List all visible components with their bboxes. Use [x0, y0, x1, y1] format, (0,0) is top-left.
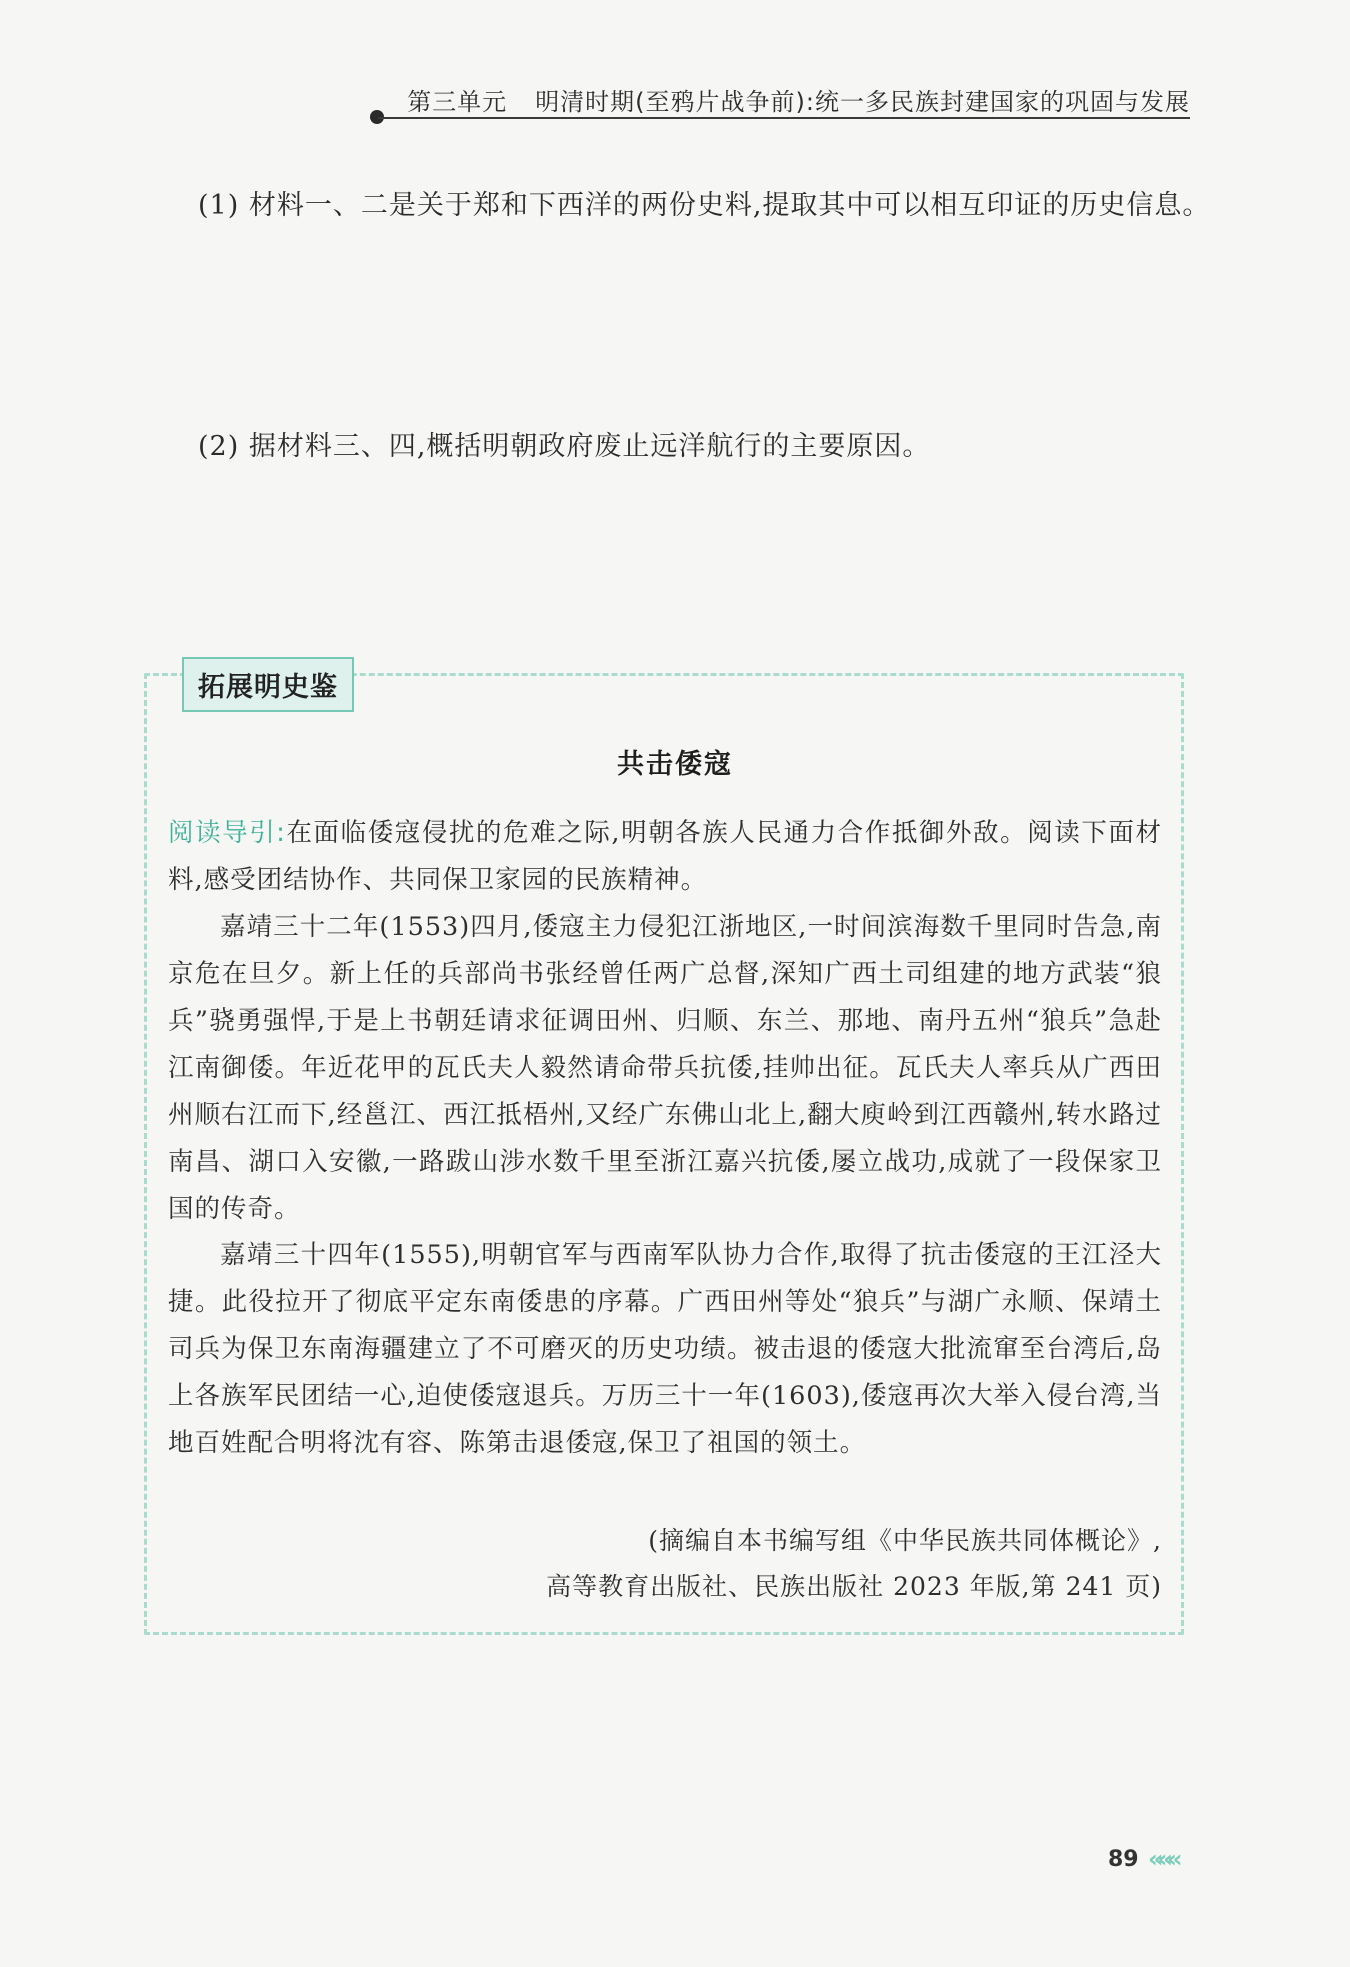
header-unit: 第三单元	[407, 88, 508, 116]
extension-tag: 拓展明史鉴	[182, 657, 354, 712]
source-citation-line-2: 高等教育出版社、民族出版社 2023 年版,第 241 页)	[546, 1572, 1162, 1601]
header-rule	[378, 117, 1190, 119]
header-title: 明清时期(至鸦片战争前):统一多民族封建国家的巩固与发展	[535, 88, 1190, 116]
reading-guide	[168, 810, 1162, 904]
reading-guide-text: 在面临倭寇侵扰的危难之际,明朝各族人民通力合作抵御外敌。阅读下面材料,感受团结协作、共同保卫家园的民族精神。	[168, 818, 1163, 895]
question-2: (2) 据材料三、四,概括明朝政府废止远洋航行的主要原因。	[198, 431, 931, 462]
question-1: (1) 材料一、二是关于郑和下西洋的两份史料,提取其中可以相互印证的历史信息。	[198, 190, 1211, 221]
paragraph-2: 嘉靖三十四年(1555),明朝官军与西南军队协力合作,取得了抗击倭寇的王江泾大捷。此役拉开了彻底平定东南倭患的序幕。广西田州等处“狼兵”与湖广永顺、保靖土司兵为保卫东南海疆建立了不可磨灭的历史功绩。被击退的倭寇大批流窜至台湾后,岛上各族军民团结一心,迫使倭寇退兵。万历三十一年(1603),倭寇再次大举入侵台湾,当地百姓配合明将沈有容、陈第击退倭寇,保卫了祖国的领土。	[168, 1240, 1162, 1458]
reading-guide-label: 阅读导引:	[168, 818, 286, 848]
extension-title: 共击倭寇	[617, 749, 733, 780]
source-citation-line-1: (摘编自本书编写组《中华民族共同体概论》,	[648, 1526, 1162, 1555]
paragraph-1: 嘉靖三十二年(1553)四月,倭寇主力侵犯江浙地区,一时间滨海数千里同时告急,南京危在旦夕。新上任的兵部尚书张经曾任两广总督,深知广西土司组建的地方武装“狼兵”骁勇强悍,于是上书朝廷请求征调田州、归顺、东兰、那地、南丹五州“狼兵”急赴江南御倭。年近花甲的瓦氏夫人毅然请命带兵抗倭,挂帅出征。瓦氏夫人率兵从广西田州顺右江而下,经邕江、西江抵梧州,又经广东佛山北上,翻大庾岭到江西赣州,转水路过南昌、湖口入安徽,一路跋山涉水数千里至浙江嘉兴抗倭,屡立战功,成就了一段保家卫国的传奇。	[168, 912, 1162, 1224]
running-header	[407, 82, 1190, 117]
chevron-left-icon: «««	[1148, 1845, 1177, 1873]
page-number: 89	[1108, 1847, 1139, 1872]
